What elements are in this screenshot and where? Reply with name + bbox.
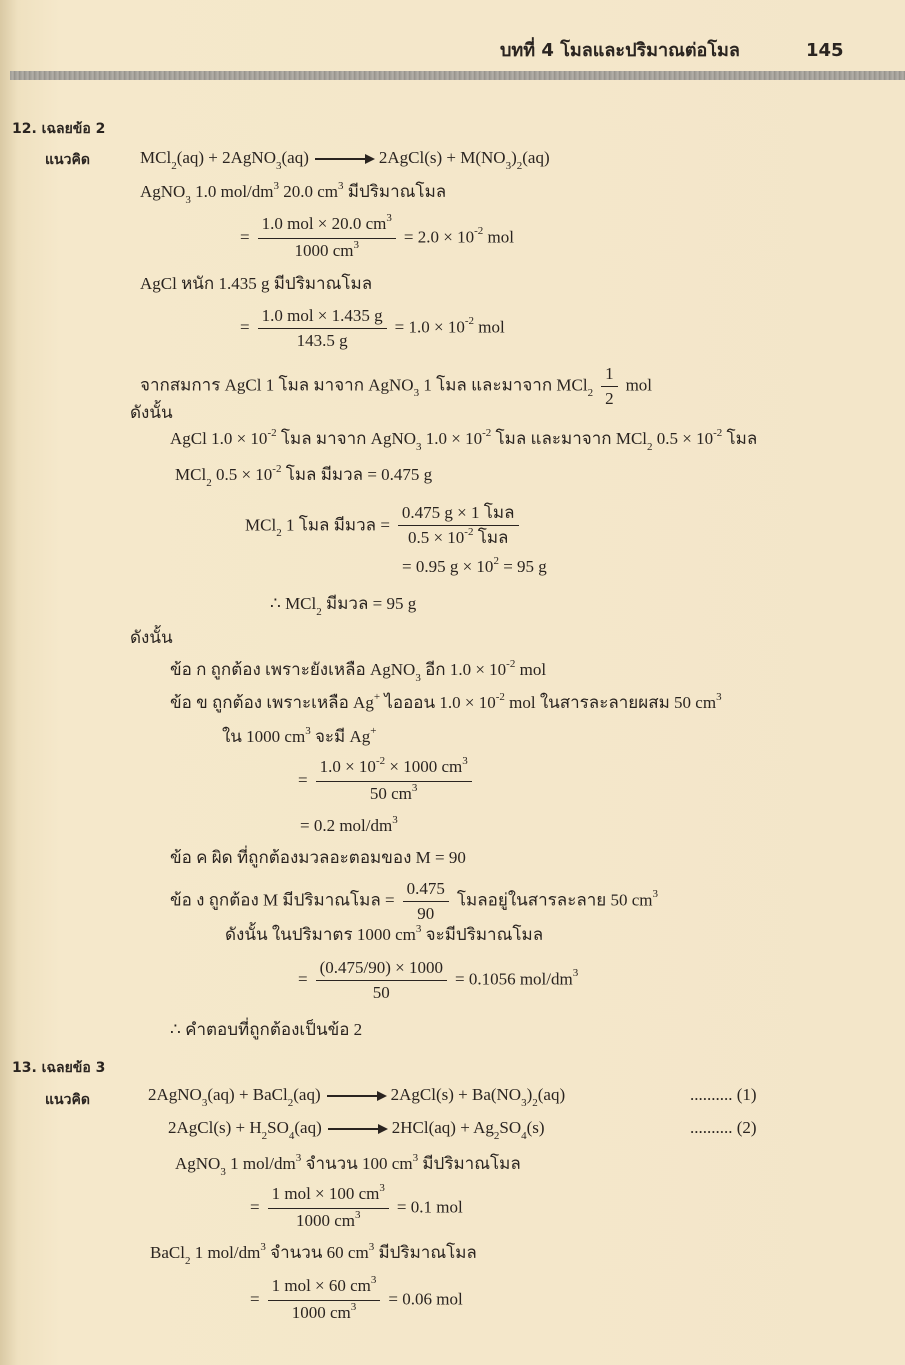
text-segment: มีปริมาณโมล: [374, 1243, 477, 1262]
superscript: 3: [350, 1301, 357, 1313]
text-segment: ข้อ ง ถูกต้อง M มีปริมาณโมล =: [170, 890, 395, 910]
text-segment: 1.0 × 10: [421, 429, 483, 448]
text-segment: .......... (2): [690, 1118, 757, 1137]
text-segment: =: [240, 227, 250, 247]
subscript: 2: [647, 441, 653, 453]
subscript: 2: [287, 1097, 294, 1109]
text-segment: ใน 1000 cm: [222, 727, 306, 746]
superscript: -2: [482, 427, 492, 439]
equation-line-l1: [140, 147, 550, 171]
fraction-bar: [258, 328, 387, 329]
superscript: 3: [652, 888, 659, 901]
text-segment: จำนวน 100 cm: [301, 1154, 413, 1173]
text-segment: AgNO: [140, 182, 186, 201]
superscript: 3: [295, 1152, 302, 1164]
fraction-denominator: [292, 1211, 365, 1233]
subscript: 2: [516, 160, 523, 172]
text-segment: โมล: [473, 528, 509, 547]
fraction-denominator: [288, 1303, 361, 1325]
text-segment: โมล มาจาก AgNO: [276, 429, 416, 448]
equation-line-l6: [170, 428, 757, 452]
text-segment: ข้อ ข ถูกต้อง เพราะเหลือ Ag: [170, 693, 374, 712]
text-segment: × 1000 cm: [385, 757, 463, 776]
subscript: 2: [587, 387, 594, 400]
fraction: [403, 879, 449, 924]
text-segment: 2AgCl(s) + H: [168, 1118, 262, 1137]
text-segment: MCl: [140, 148, 172, 167]
superscript: 3: [260, 1241, 266, 1253]
text-segment: (aq) + BaCl: [207, 1085, 288, 1104]
text-segment: จากสมการ AgCl 1 โมล มาจาก AgNO: [140, 375, 414, 395]
text-segment: (0.475/90) × 1000: [319, 958, 443, 977]
text-segment: =: [298, 770, 308, 790]
text-segment: อีก 1.0 × 10: [420, 660, 507, 679]
text-segment: 1 mol/dm: [190, 1243, 261, 1262]
text-segment: 1 โมล และมาจาก MCl: [419, 375, 588, 395]
text-segment: = 0.1056 mol/dm: [454, 969, 573, 989]
superscript: 3: [411, 782, 418, 794]
text-segment: 1000 cm: [295, 1211, 356, 1230]
text-segment: โมล มีมวล = 0.475 g: [281, 465, 433, 484]
superscript: -2: [272, 463, 282, 475]
text-segment: 2HCl(aq) + Ag: [391, 1118, 494, 1137]
reaction-arrow-icon: [315, 158, 373, 160]
text-segment: 1 mol × 60 cm: [271, 1276, 371, 1295]
equation-line-l10: [270, 593, 416, 617]
subscript: 3: [416, 441, 422, 453]
text-segment: =: [250, 1197, 260, 1217]
fraction: [258, 214, 396, 263]
equation-line-l2: [140, 181, 446, 205]
text-segment: = 0.95 g × 10: [402, 557, 494, 576]
fraction-numerator: [268, 1276, 381, 1298]
text-segment: = 0.06 mol: [388, 1289, 463, 1309]
equation-line-f1: [240, 214, 514, 263]
equation-line-eq2: [690, 1117, 757, 1139]
fraction-bar: [316, 781, 472, 782]
text-segment: (aq): [522, 148, 550, 167]
subscript: 2: [261, 1130, 268, 1142]
superscript: 3: [273, 180, 279, 192]
superscript: 3: [392, 814, 398, 826]
equation-line-l18: [225, 924, 543, 948]
text-segment: MCl: [245, 515, 277, 535]
text-segment: mol: [474, 317, 505, 337]
subscript: 3: [521, 1097, 527, 1109]
text-segment: 1000 cm: [291, 1303, 351, 1322]
superscript: -2: [713, 427, 723, 439]
text-segment: มีปริมาณโมล: [343, 182, 447, 201]
equation-line-l20: [148, 1084, 565, 1108]
subscript: 2: [532, 1097, 538, 1109]
text-segment: มีมวล = 95 g: [321, 594, 417, 613]
text-segment: ∴ คำตอบที่ถูกต้องเป็นข้อ 2: [170, 1020, 363, 1039]
fraction-denominator: [366, 784, 422, 806]
text-segment: =: [240, 317, 250, 337]
text-segment: 143.5 g: [296, 331, 348, 350]
question-13-approach-label: แนวคิด: [45, 1092, 90, 1108]
text-segment: mol ในสารละลายผสม 50 cm: [504, 693, 717, 712]
superscript: 3: [572, 967, 579, 980]
fraction-denominator: [601, 389, 618, 409]
fraction-bar: [268, 1208, 389, 1209]
superscript: -2: [464, 315, 474, 328]
text-segment: BaCl: [150, 1243, 185, 1262]
text-segment: มีปริมาณโมล: [418, 1154, 521, 1173]
superscript: -2: [375, 755, 386, 767]
text-segment: SO: [499, 1118, 522, 1137]
text-segment: 1.0 mol × 1.435 g: [261, 306, 383, 325]
subscript: 2: [184, 1255, 191, 1267]
text-segment: 1.0 × 10: [319, 757, 376, 776]
fraction-bar: [398, 525, 519, 526]
fraction-numerator: [268, 1184, 389, 1206]
equation-line-f2: [240, 306, 505, 351]
fraction-bar: [316, 980, 447, 981]
text-segment: (s): [526, 1118, 545, 1137]
equation-line-f3: [298, 757, 480, 806]
fraction-numerator: [316, 757, 472, 779]
fraction-numerator: [258, 306, 387, 326]
superscript: -2: [506, 658, 516, 670]
text-segment: 0.5 × 10: [652, 429, 714, 448]
fraction-numerator: [601, 364, 618, 384]
equation-line-l4: [140, 364, 652, 409]
superscript: 3: [370, 1274, 377, 1286]
text-segment: 2AgCl(s) + Ba(NO: [390, 1085, 522, 1104]
text-segment: 2AgCl(s) + M(NO: [378, 148, 506, 167]
subscript: 2: [493, 1130, 500, 1142]
subscript: 3: [185, 194, 191, 206]
equation-line-l15: [300, 815, 398, 839]
text-segment: mol: [515, 660, 547, 679]
question-13-answer: 13. เฉลยข้อ 3: [12, 1060, 106, 1076]
fraction-numerator: [316, 958, 447, 978]
equation-line-l3: [140, 273, 372, 295]
subscript: 2: [171, 160, 177, 172]
text-segment: 1.0 mol/dm: [190, 182, 274, 201]
equation-line-l5: [130, 402, 173, 424]
superscript: +: [370, 725, 377, 737]
text-segment: (aq): [537, 1085, 566, 1104]
text-segment: MCl: [175, 465, 207, 484]
fraction: [316, 958, 447, 1003]
text-segment: 0.475 g × 1 โมล: [401, 503, 515, 522]
superscript: 3: [305, 725, 311, 737]
equation-line-l16: [170, 847, 466, 869]
fraction: [258, 306, 387, 351]
superscript: 3: [386, 212, 392, 224]
superscript: 3: [368, 1241, 375, 1253]
equation-line-l17: [170, 879, 658, 924]
text-segment: = 95 g: [498, 557, 547, 576]
text-segment: (aq): [294, 1118, 322, 1137]
subscript: 3: [505, 160, 512, 172]
subscript: 4: [521, 1130, 527, 1142]
equation-line-f5: [250, 1184, 463, 1233]
subscript: 3: [275, 160, 282, 172]
reaction-arrow-icon: [327, 1095, 385, 1097]
text-segment: = 1.0 × 10: [394, 317, 465, 337]
fraction-bar: [601, 386, 618, 387]
text-segment: AgCl 1.0 × 10: [170, 429, 268, 448]
equation-line-l8: [245, 503, 527, 550]
text-segment: = 0.2 mol/dm: [300, 816, 393, 835]
equation-line-l14: [222, 726, 377, 750]
superscript: 3: [379, 1182, 385, 1194]
subscript: 2: [276, 527, 282, 540]
equation-line-f4: [298, 958, 578, 1003]
fraction: [398, 503, 519, 550]
subscript: 3: [220, 1166, 226, 1178]
subscript: 3: [415, 672, 421, 684]
fraction-bar: [268, 1300, 381, 1301]
equation-line-l11: [130, 627, 173, 649]
fraction: [316, 757, 472, 806]
text-segment: mol: [625, 375, 653, 395]
text-segment: AgCl หนัก 1.435 g มีปริมาณโมล: [140, 274, 373, 293]
text-segment: 0.475: [406, 879, 445, 898]
subscript: 3: [201, 1097, 208, 1109]
fraction-numerator: [258, 214, 396, 236]
text-segment: (aq) + 2AgNO: [176, 148, 276, 167]
question-12-approach-label: แนวคิด: [45, 152, 90, 168]
text-segment: ดังนั้น ในปริมาตร 1000 cm: [225, 925, 416, 944]
text-segment: mol: [483, 227, 514, 247]
superscript: -2: [474, 225, 484, 238]
text-segment: 1000 cm: [294, 241, 354, 260]
subscript: 3: [413, 387, 420, 400]
superscript: 3: [716, 691, 722, 703]
equation-line-l21: [168, 1117, 545, 1141]
text-segment: จะมี Ag: [310, 727, 371, 746]
fraction-denominator: [404, 528, 513, 550]
fraction-denominator: [413, 904, 438, 924]
header-rule: [10, 71, 905, 80]
text-segment: 1 mol/dm: [225, 1154, 296, 1173]
equation-line-l7: [175, 464, 432, 488]
superscript: -2: [267, 427, 277, 439]
superscript: 3: [355, 1209, 361, 1221]
text-segment: โมล และมาจาก MCl: [491, 429, 648, 448]
text-segment: AgNO: [175, 1154, 221, 1173]
fraction-numerator: [403, 879, 449, 899]
equation-line-l23: [150, 1242, 477, 1266]
superscript: 3: [415, 923, 422, 935]
fraction-bar: [403, 901, 449, 902]
text-segment: 1 mol × 100 cm: [271, 1184, 380, 1203]
text-segment: 1 โมล มีมวล =: [281, 515, 390, 535]
text-segment: 50 cm: [369, 784, 412, 803]
superscript: +: [373, 691, 381, 703]
text-segment: = 2.0 × 10: [403, 227, 475, 247]
text-segment: ดังนั้น: [130, 628, 173, 647]
text-segment: ): [526, 1085, 533, 1104]
chapter-title: บทที่ 4 โมลและปริมาณต่อโมล: [500, 40, 740, 61]
superscript: 2: [493, 555, 499, 567]
text-segment: 1: [605, 364, 614, 383]
fraction: [601, 364, 618, 409]
text-segment: ไอออน 1.0 × 10: [380, 693, 496, 712]
page-number: 145: [806, 40, 844, 61]
subscript: 4: [288, 1130, 295, 1142]
text-segment: ∴ MCl: [270, 594, 317, 613]
text-segment: จะมีปริมาณโมล: [421, 925, 544, 944]
question-12-answer: 12. เฉลยข้อ 2: [12, 121, 106, 137]
fraction: [268, 1184, 389, 1233]
fraction-denominator: [290, 241, 363, 263]
text-segment: 2AgNO: [148, 1085, 202, 1104]
text-segment: 2: [605, 389, 614, 408]
subscript: 2: [206, 477, 212, 489]
text-segment: =: [250, 1289, 260, 1309]
superscript: 3: [462, 755, 468, 767]
text-segment: 90: [417, 904, 435, 923]
fraction-denominator: [293, 331, 352, 351]
reaction-arrow-icon: [328, 1128, 386, 1130]
text-segment: โมลอยู่ในสารละลาย 50 cm: [456, 890, 653, 910]
text-segment: .......... (1): [690, 1085, 757, 1104]
fraction-numerator: [398, 503, 519, 523]
text-segment: 0.5 × 10: [211, 465, 273, 484]
text-segment: ดังนั้น: [130, 403, 173, 422]
equation-line-f6: [250, 1276, 463, 1325]
text-segment: SO: [267, 1118, 289, 1137]
fraction: [268, 1276, 381, 1325]
text-segment: (aq): [281, 148, 309, 167]
equation-line-l13: [170, 692, 722, 716]
equation-line-eq1: [690, 1084, 757, 1106]
text-segment: โมล: [722, 429, 758, 448]
superscript: -2: [464, 526, 474, 538]
superscript: -2: [495, 691, 505, 703]
fraction-bar: [258, 238, 396, 239]
superscript: 3: [412, 1152, 419, 1164]
text-segment: 0.5 × 10: [407, 528, 465, 547]
subscript: 2: [316, 606, 322, 618]
superscript: 3: [338, 180, 344, 192]
fraction-denominator: [369, 983, 394, 1003]
text-segment: ): [511, 148, 517, 167]
text-segment: 1.0 mol × 20.0 cm: [261, 214, 387, 233]
text-segment: ข้อ ก ถูกต้อง เพราะยังเหลือ AgNO: [170, 660, 416, 679]
text-segment: = 0.1 mol: [396, 1197, 463, 1217]
text-segment: =: [298, 969, 308, 989]
text-segment: 20.0 cm: [279, 182, 339, 201]
equation-line-l12: [170, 659, 546, 683]
text-segment: 50: [372, 983, 390, 1002]
equation-line-l9: [402, 556, 547, 580]
text-segment: จำนวน 60 cm: [265, 1243, 369, 1262]
superscript: 3: [353, 239, 360, 251]
equation-line-l19: [170, 1019, 362, 1041]
text-segment: ข้อ ค ผิด ที่ถูกต้องมวลอะตอมของ M = 90: [170, 848, 466, 867]
equation-line-l22: [175, 1153, 521, 1177]
text-segment: (aq): [293, 1085, 321, 1104]
